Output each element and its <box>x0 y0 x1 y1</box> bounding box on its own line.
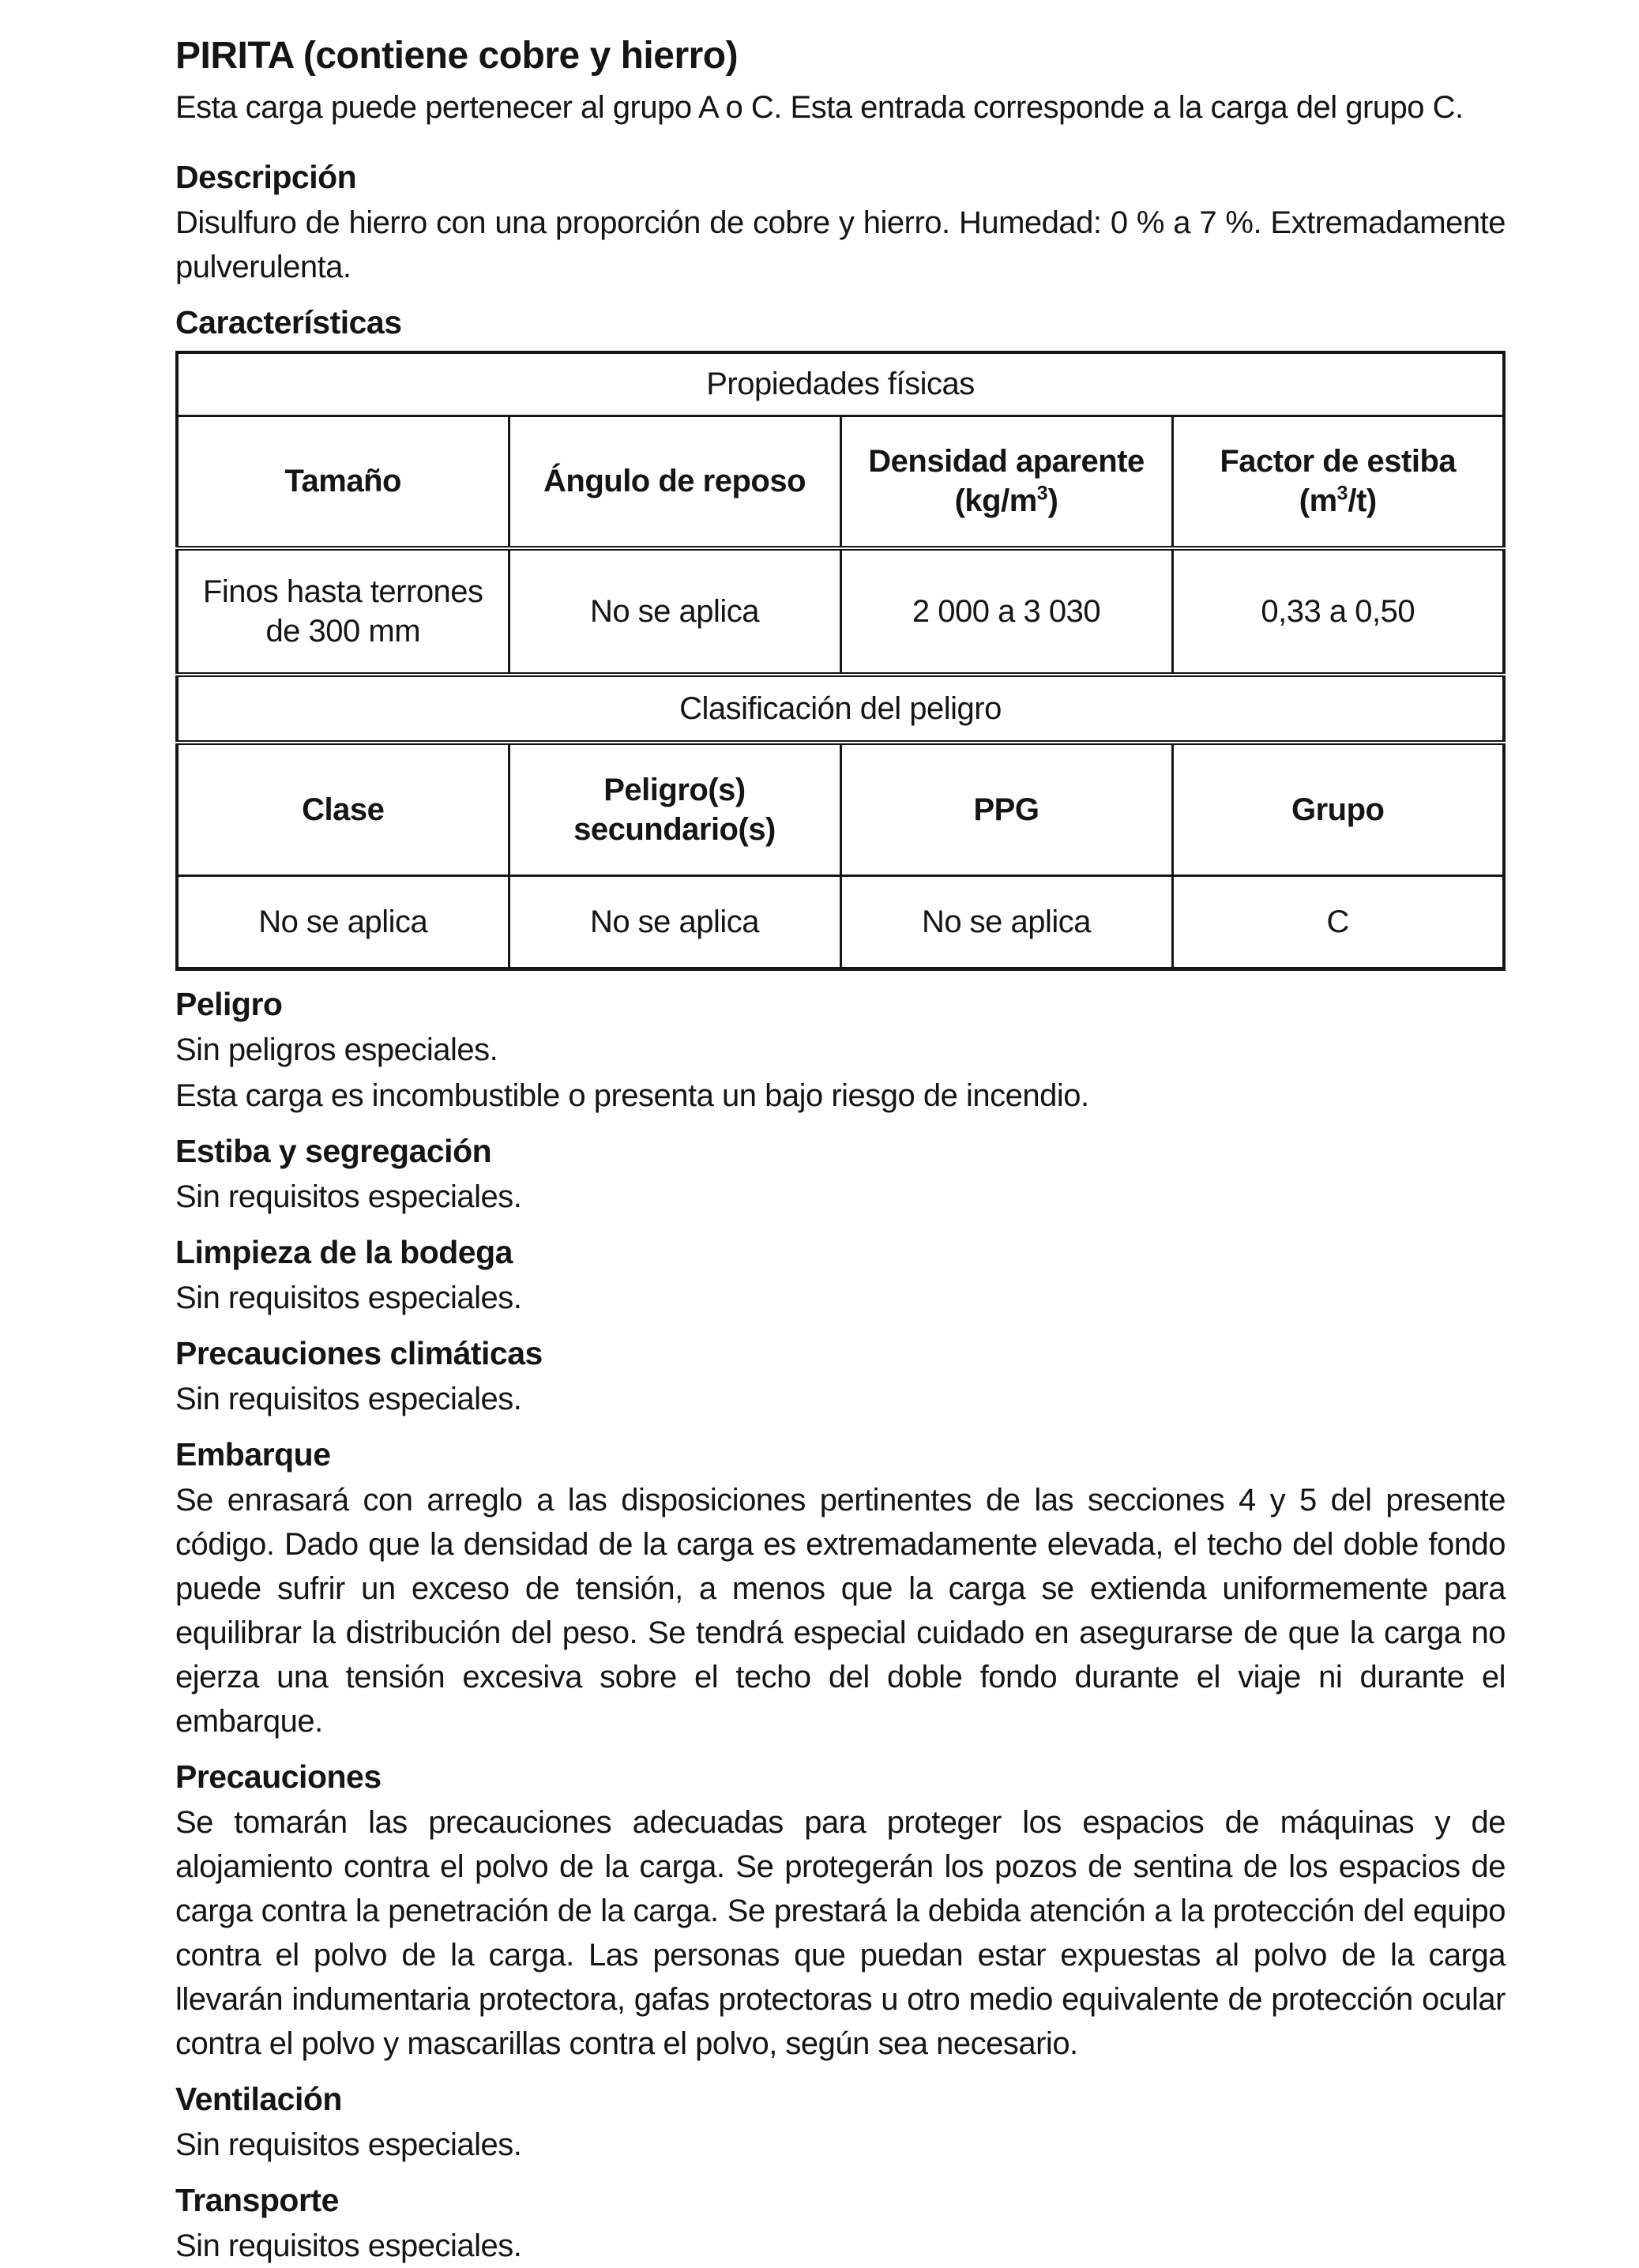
col-header-peligros-secundarios: Peligro(s) secundario(s) <box>509 743 840 875</box>
col-header-grupo: Grupo <box>1172 743 1504 875</box>
section-heading-ventilacion: Ventilación <box>175 2080 342 2117</box>
value-tamano: Finos hasta terrones de 300 mm <box>177 548 509 675</box>
section-heading-transporte: Transporte <box>175 2181 339 2218</box>
col-header-densidad-aparente: Densidad aparente $(kg/m^3)$ <box>840 416 1172 548</box>
value-peligros-secundarios: No se aplica <box>509 875 840 969</box>
physical-values-row <box>177 548 1504 675</box>
peligro-text-1: Sin peligros especiales. <box>175 1032 498 1067</box>
densidad-unit: $(kg/m^3)$ <box>954 483 1058 519</box>
hazard-classification-title: Clasificación del peligro <box>177 675 1504 743</box>
physical-properties-title: Propiedades físicas <box>177 352 1504 416</box>
limpieza-text: Sin requisitos especiales. <box>175 1280 522 1315</box>
value-densidad-aparente: 2 000 a 3 030 <box>840 548 1172 675</box>
col-header-ppg: PPG <box>840 743 1172 875</box>
section-heading-embarque: Embarque <box>175 1435 331 1473</box>
col-header-clase: Clase <box>177 743 509 875</box>
col-header-tamano: Tamaño <box>177 416 509 548</box>
precauciones-text: Se tomarán las precauciones adecuadas para proteger los espacios de máquinas y de alojamiento contra el polvo de la carga. Se protegerán los pozos de sentina de los espacios de carga contra la penetración de la carga. Se prestará la debida atención a la protección del equipo contra el polvo de la carga. Las personas que puedan estar expuestas al polvo de la carga llevarán indumentaria protectora, gafas protectoras u otro medio equivalente de protección ocular contra el polvo y mascarillas contra el polvo, según sea necesario. <box>175 1804 1506 2061</box>
section-heading-precauciones: Precauciones <box>175 1758 382 1795</box>
transporte-text: Sin requisitos especiales. <box>175 2228 522 2263</box>
embarque-text: Se enrasará con arreglo a las disposiciones pertinentes de las secciones 4 y 5 del presente código. Dado que la densidad de la carga es extremadamente elevada, el techo del doble fondo puede sufrir un exceso de tensión, a menos que la carga se extienda uniformemente para equilibrar la distribución del peso. Se tendrá especial cuidado en asegurarse de que la carga no ejerza una tensión excesiva sobre el techo del doble fondo durante el viaje ni durante el embarque. <box>175 1482 1506 1739</box>
clima-text: Sin requisitos especiales. <box>175 1381 522 1416</box>
descripcion-text: Disulfuro de hierro con una proporción de cobre y hierro. Humedad: 0 % a 7 %. Extremadamente pulverulenta. <box>175 205 1506 284</box>
group-note: Esta carga puede pertenecer al grupo A o C. Esta entrada corresponde a la carga del grupo C. <box>175 90 1464 125</box>
physical-header-row <box>177 416 1504 548</box>
ventilacion-text: Sin requisitos especiales. <box>175 2127 522 2162</box>
hazard-values-row <box>177 875 1504 969</box>
physical-properties-title-row <box>177 352 1504 416</box>
section-heading-estiba: Estiba y segregación <box>175 1132 492 1169</box>
hazard-classification-title-row <box>177 675 1504 743</box>
section-heading-limpieza: Limpieza de la bodega <box>175 1233 513 1270</box>
section-heading-clima: Precauciones climáticas <box>175 1334 543 1371</box>
peligro-text-2: Esta carga es incombustible o presenta un bajo riesgo de incendio. <box>175 1078 1089 1113</box>
value-clase: No se aplica <box>177 875 509 969</box>
cargo-title: PIRITA (contiene cobre y hierro) <box>175 35 739 77</box>
section-heading-descripcion: Descripción <box>175 159 357 195</box>
col-header-angulo-reposo: Ángulo de reposo <box>509 416 840 548</box>
value-factor-estiba: 0,33 a 0,50 <box>1172 548 1504 675</box>
section-heading-peligro: Peligro <box>175 985 283 1022</box>
estiba-text: Sin requisitos especiales. <box>175 1179 522 1214</box>
col-header-factor-estiba: Factor de estiba $(m^3/t)$ <box>1172 416 1504 548</box>
estiba-unit: $(m^3/t)$ <box>1299 483 1377 519</box>
hazard-header-row <box>177 743 1504 875</box>
value-ppg: No se aplica <box>840 875 1172 969</box>
value-grupo: C <box>1172 875 1504 969</box>
value-angulo-reposo: No se aplica <box>509 548 840 675</box>
characteristics-table <box>175 351 1506 971</box>
section-heading-caracteristicas: Características <box>175 304 402 340</box>
